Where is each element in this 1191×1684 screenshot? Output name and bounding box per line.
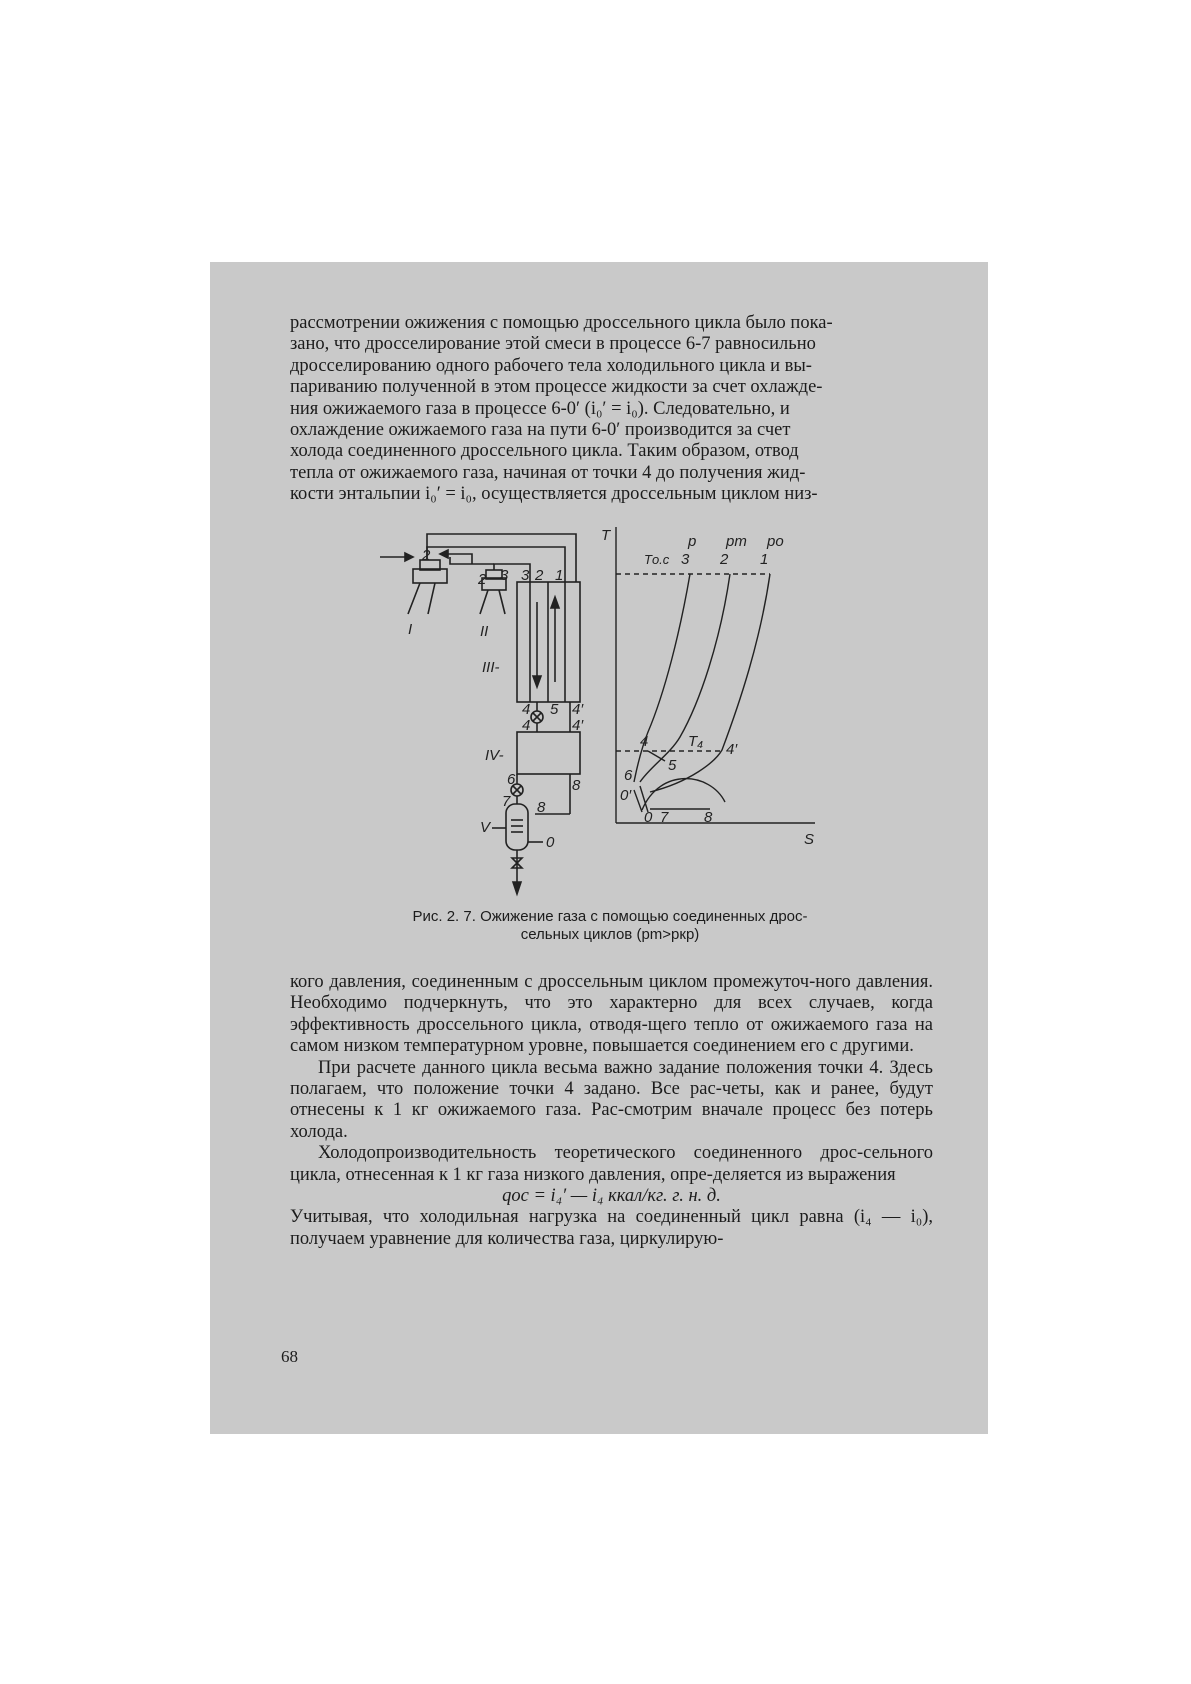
- text-line: ния ожижаемого газа в процессе 6-0′ (i₀′ = i₀). Следовательно, и: [290, 398, 790, 419]
- book-page: [210, 262, 988, 1434]
- text-line: зано, что дросселирование этой смеси в процессе 6-7 равносильно: [290, 334, 816, 355]
- label: 7: [660, 809, 669, 826]
- label: 0′: [620, 787, 632, 804]
- text-line: охлаждение ожижаемого газа на пути 6-0′ производится за счет: [290, 420, 791, 441]
- label: 3: [521, 567, 530, 584]
- label: 6: [507, 771, 516, 788]
- separator-5: [506, 804, 528, 850]
- text-line: дросселированию одного рабочего тела холодильного цикла и вы-: [290, 355, 812, 376]
- label: 2: [422, 547, 431, 564]
- label: 3: [681, 551, 690, 568]
- label: II: [480, 623, 489, 640]
- paragraph: При расчете данного цикла весьма важно задание положения точки 4. Здесь полагаем, что положение точки 4 задано. Все рас-четы, как и ранее, будут отнесены к 1 кг ожижаемого газа. Рас-смотрим вначале процесс без потерь холода.: [290, 1057, 933, 1142]
- label: 2: [535, 567, 544, 584]
- label: 4: [640, 733, 649, 750]
- label: 4′: [572, 701, 584, 718]
- label: III-: [482, 659, 500, 676]
- label: IV-: [485, 747, 504, 764]
- text-line: рассмотрении ожижения с помощью дроссельного цикла было пока-: [290, 313, 833, 333]
- paragraph: кого давления, соединенным с дроссельным циклом промежуточ-ного давления. Необходимо подчеркнуть, что это характерно для всех случаев, когда эффективность дроссельного цикла, отводя-щего тепло от ожижаемого газа на самом низком температурном уровне, повышается соединением его с другими.: [290, 972, 933, 1057]
- label: 6: [624, 767, 633, 784]
- ts-labels: [601, 527, 814, 848]
- label: 1: [760, 551, 769, 568]
- caption-line: Рис. 2. 7. Ожижение газа с помощью соединенных дрос-: [412, 908, 808, 925]
- label: 4′: [726, 741, 738, 758]
- label: 4′: [572, 717, 584, 734]
- text-line: холода соединенного дроссельного цикла. Таким образом, отвод: [290, 441, 799, 462]
- label: Tо.с: [644, 552, 670, 567]
- paragraph: Холодопроизводительность теоретического соединенного дрос-сельного цикла, отнесенная к 1 кг газа низкого давления, опре-деляется из выражения: [290, 1143, 933, 1185]
- label: 0: [644, 809, 653, 826]
- page-number: 68: [281, 1347, 298, 1366]
- figure-2-7: [210, 262, 988, 962]
- formula: qос = i₄′ — i₄ ккал/кг. г. н. д.: [502, 1186, 721, 1207]
- label: 8: [704, 809, 713, 826]
- label: T₄: [688, 733, 704, 750]
- label: I: [408, 621, 413, 638]
- paragraph: Учитывая, что холодильная нагрузка на соединенный цикл равна (i₄ — i₀), получаем уравнение для количества газа, циркулирую-: [290, 1207, 933, 1249]
- label: pm: [726, 533, 747, 550]
- label: 4: [522, 701, 531, 718]
- label: 8: [572, 777, 581, 794]
- text-line: кости энтальпии i₀′ = i₀, осуществляется дроссельным циклом низ-: [290, 484, 818, 505]
- text-line: париванию полученной в этом процессе жидкости за счет охлажде-: [290, 377, 823, 398]
- label: 8: [537, 799, 546, 816]
- label: V: [480, 819, 491, 836]
- text-line: тепла от ожижаемого газа, начиная от точки 4 до получения жид-: [290, 462, 806, 483]
- label: 5: [668, 757, 677, 774]
- label: S: [804, 831, 815, 848]
- bottom-text: [290, 972, 933, 1250]
- heat-exchanger-4: [517, 732, 580, 774]
- ts-diagram: [616, 527, 815, 823]
- caption-line: сельных циклов (pm>pкр): [520, 926, 700, 943]
- label: 0: [546, 834, 555, 851]
- label: 4: [522, 717, 531, 734]
- label: 3: [500, 567, 509, 584]
- schematic-labels: [408, 547, 584, 851]
- label: 2: [478, 571, 487, 588]
- label: po: [767, 533, 784, 550]
- compressor-1: [413, 569, 447, 583]
- label: 1: [555, 567, 564, 584]
- label: p: [688, 533, 697, 550]
- label: T: [601, 527, 611, 544]
- figure-caption: [360, 908, 860, 944]
- label: 2: [720, 551, 729, 568]
- label: 7: [502, 793, 511, 810]
- label: 5: [550, 701, 559, 718]
